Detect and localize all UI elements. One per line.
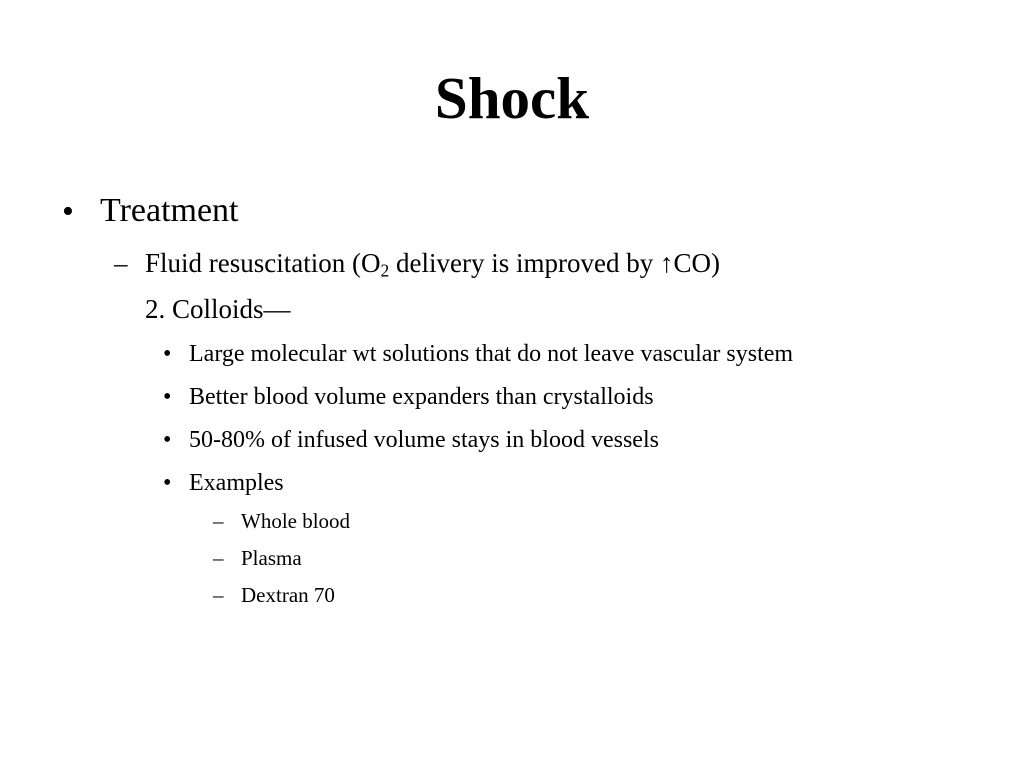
level3-item: 50-80% of infused volume stays in blood vessels <box>189 427 659 453</box>
dash-icon: – <box>213 509 224 533</box>
bullet-icon: • <box>163 470 172 496</box>
dash-icon: – <box>114 248 128 278</box>
bullet-icon: • <box>163 341 172 367</box>
level2-item-fluid-resuscitation <box>145 247 720 279</box>
bullet-icon: • <box>163 384 172 410</box>
fluid-text-part2: delivery is improved by ↑CO) <box>389 248 720 278</box>
level4-item: Plasma <box>241 546 302 570</box>
dash-icon: – <box>213 583 224 607</box>
numbered-item-colloids: 2. Colloids— <box>145 294 291 324</box>
bullet-icon: • <box>62 193 74 230</box>
level4-item: Dextran 70 <box>241 583 335 607</box>
slide-title: Shock <box>434 65 590 131</box>
bullet-icon: • <box>163 427 172 453</box>
fluid-text-part1: Fluid resuscitation (O <box>145 248 381 278</box>
level3-item: Large molecular wt solutions that do not leave vascular system <box>189 341 794 367</box>
oxygen-subscript: 2 <box>380 260 390 281</box>
dash-icon: – <box>213 546 224 570</box>
level1-item-treatment: Treatment <box>100 192 239 229</box>
level4-item: Whole blood <box>241 509 351 533</box>
level3-item: Examples <box>189 470 284 496</box>
level3-item: Better blood volume expanders than crystalloids <box>189 384 654 410</box>
